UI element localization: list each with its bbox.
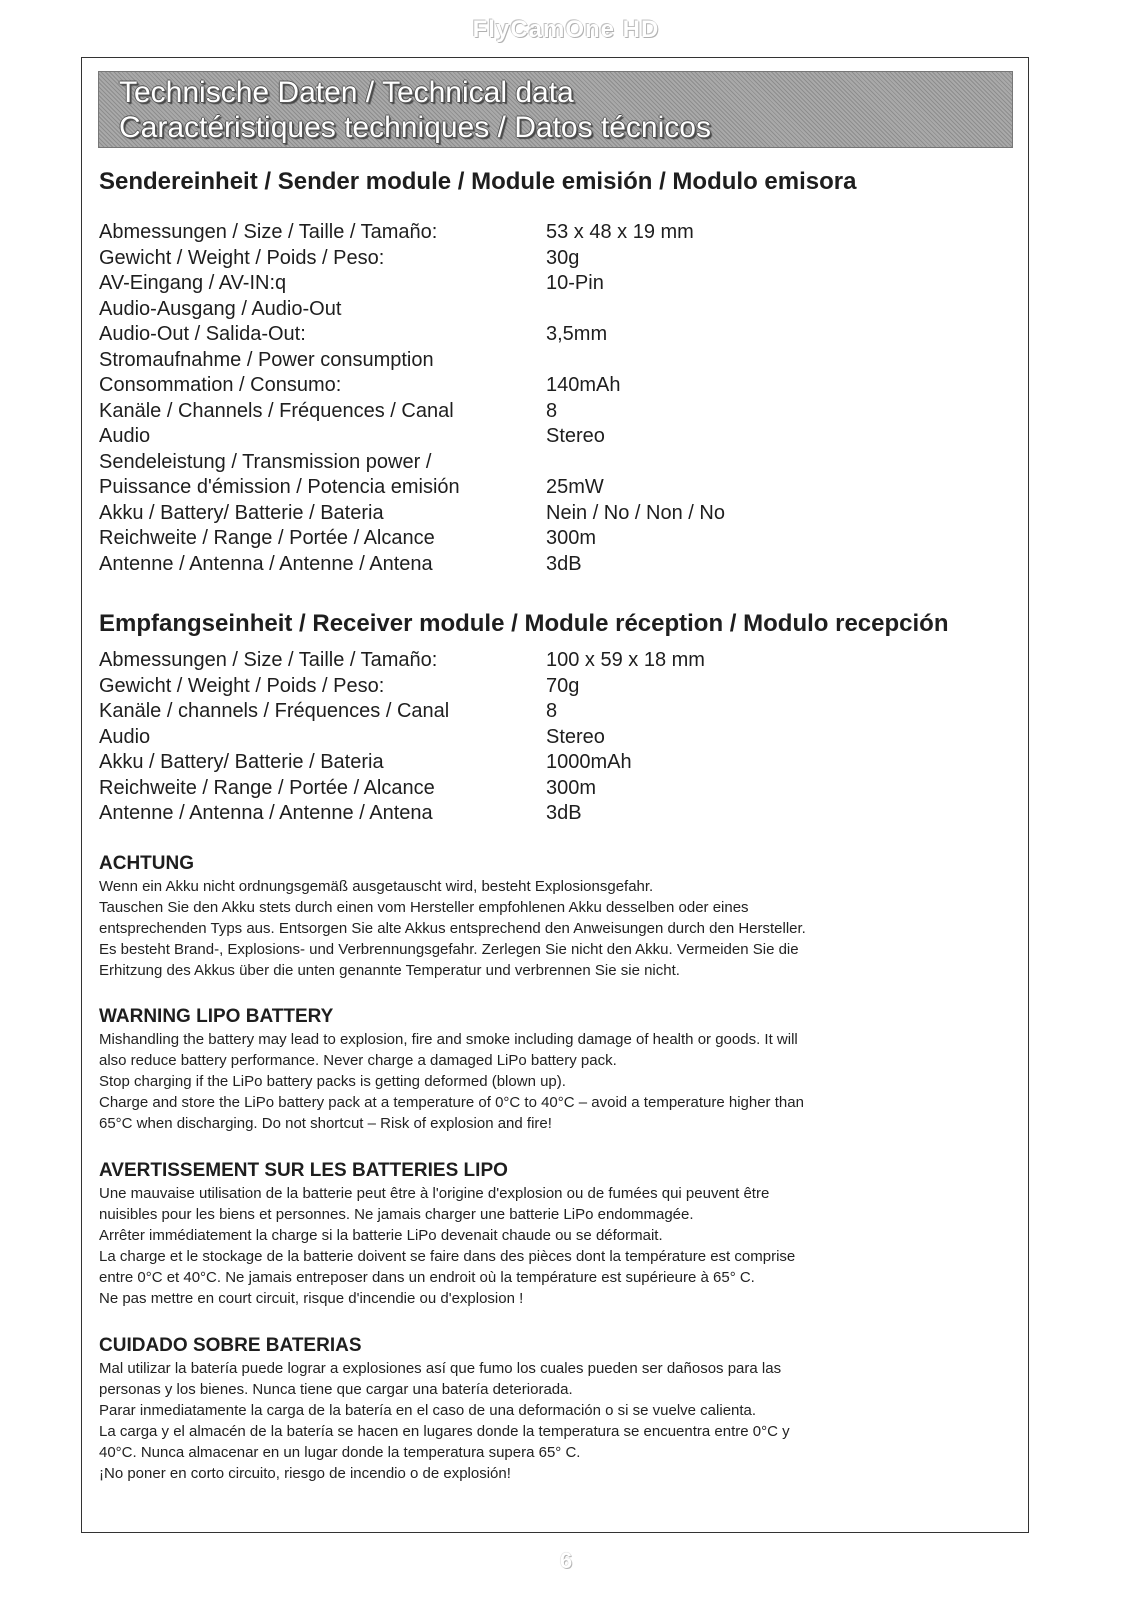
spec-label: Stromaufnahme / Power consumption (99, 348, 434, 371)
spec-row (99, 725, 899, 751)
warning-line: also reduce battery performance. Never charge a damaged LiPo battery pack. (99, 1052, 617, 1069)
warning-achtung (99, 852, 999, 981)
warning-line: Arrêter immédiatement la charge si la batterie LiPo devenait chaude ou se déformait. (99, 1227, 663, 1244)
spec-label: Audio-Ausgang / Audio-Out (99, 297, 342, 320)
warning-lipo-spanish (99, 1334, 999, 1484)
spec-value: 3,5mm (546, 323, 608, 345)
spec-label: Consommation / Consumo: (99, 374, 342, 396)
banner-title-line-1: Technische Daten / Technical data (119, 76, 574, 109)
warning-line: La carga y el almacén de la batería se hacen en lugares donde la temperatura se encuentra entre 0°C y (99, 1423, 790, 1440)
spec-label: Sendeleistung / Transmission power / (99, 450, 432, 473)
spec-row (99, 801, 899, 827)
spec-value: 300m (546, 776, 597, 799)
spec-row (99, 373, 899, 399)
spec-label: Kanäle / channels / Fréquences / Canal (99, 700, 450, 722)
title-banner (98, 71, 1013, 148)
warning-line: Mal utilizar la batería puede lograr a explosiones así que fumo los cuales pueden ser dañosos para las (99, 1360, 782, 1377)
sender-spec-table (99, 220, 899, 577)
spec-label: Audio-Out / Salida-Out: (99, 323, 306, 345)
spec-value: 3dB (546, 552, 582, 575)
spec-row (99, 501, 899, 527)
warning-heading: CUIDADO SOBRE BATERIAS (99, 1335, 362, 1356)
spec-label: Akku / Battery/ Batterie / Bateria (99, 751, 384, 773)
spec-row (99, 322, 899, 348)
spec-row (99, 348, 899, 374)
warning-body (99, 1183, 999, 1309)
warning-line: 65°C when discharging. Do not shortcut – Risk of explosion and fire! (99, 1115, 552, 1132)
spec-label: AV-Eingang / AV-IN:q (99, 272, 287, 294)
warning-line: Mishandling the battery may lead to explosion, fire and smoke including damage of health or goods. It will (99, 1031, 798, 1048)
warning-line: Parar inmediatamente la carga de la batería en el caso de una deformación o si se vuelve calienta. (99, 1402, 757, 1419)
spec-row (99, 450, 899, 476)
warning-line: Charge and store the LiPo battery pack at a temperature of 0°C to 40°C – avoid a temperature higher than (99, 1094, 804, 1111)
spec-row (99, 552, 899, 578)
spec-row (99, 475, 899, 501)
spec-value: 10-Pin (546, 272, 604, 294)
warning-lipo-french (99, 1159, 999, 1309)
brand-header: FlyCamOne HD (472, 16, 660, 43)
receiver-section-title: Empfangseinheit / Receiver module / Module réception / Modulo recepción (99, 610, 949, 637)
spec-label: Akku / Battery/ Batterie / Bateria (99, 501, 384, 524)
warning-line: 40°C. Nunca almacenar en un lugar donde la temperatura supera 65° C. (99, 1444, 581, 1461)
spec-row (99, 776, 899, 802)
warning-line: Tauschen Sie den Akku stets durch einen vom Hersteller empfohlenen Akku desselben oder eines (99, 899, 749, 916)
spec-label: Kanäle / Channels / Fréquences / Canal (99, 399, 454, 422)
spec-label: Audio (99, 725, 151, 748)
sender-section-title: Sendereinheit / Sender module / Module emisión / Modulo emisora (99, 168, 857, 195)
spec-row (99, 220, 899, 246)
warning-line: La charge et le stockage de la batterie doivent se faire dans des pièces dont la température est comprise (99, 1248, 796, 1265)
spec-value: 53 x 48 x 19 mm (546, 221, 694, 243)
warning-heading: WARNING LIPO BATTERY (99, 1006, 334, 1027)
spec-value: 140mAh (546, 374, 621, 396)
spec-row (99, 648, 899, 674)
warning-body (99, 876, 999, 981)
spec-row (99, 750, 899, 776)
warning-body (99, 1358, 999, 1484)
spec-label: Abmessungen / Size / Taille / Tamaño: (99, 649, 438, 671)
warning-line: personas y los bienes. Nunca tiene que cargar una batería deteriorada. (99, 1381, 573, 1398)
spec-value: 30g (546, 246, 580, 269)
spec-label: Puissance d'émission / Potencia emisión (99, 476, 460, 498)
spec-value: Stereo (546, 425, 605, 447)
spec-label: Antenne / Antenna / Antenne / Antena (99, 802, 433, 824)
spec-value: Nein / No / Non / No (546, 501, 725, 524)
spec-value: 300m (546, 527, 597, 549)
banner-title-line-2: Caractéristiques techniques / Datos técnicos (119, 111, 711, 144)
spec-row (99, 246, 899, 272)
spec-label: Reichweite / Range / Portée / Alcance (99, 527, 435, 549)
warning-heading: AVERTISSEMENT SUR LES BATTERIES LIPO (99, 1160, 508, 1181)
spec-label: Abmessungen / Size / Taille / Tamaño: (99, 221, 438, 243)
spec-value: 100 x 59 x 18 mm (546, 649, 705, 671)
warning-line: Erhitzung des Akkus über die unten genannte Temperatur und verbrennen Sie sie nicht. (99, 962, 680, 979)
spec-label: Audio (99, 425, 151, 447)
warning-line: Wenn ein Akku nicht ordnungsgemäß ausgetauscht wird, besteht Explosionsgefahr. (99, 878, 654, 895)
spec-value: 1000mAh (546, 751, 632, 773)
spec-label: Antenne / Antenna / Antenne / Antena (99, 552, 433, 575)
warning-line: nuisibles pour les biens et personnes. Ne jamais charger une batterie LiPo endommagée. (99, 1206, 694, 1223)
spec-row (99, 271, 899, 297)
spec-row (99, 399, 899, 425)
warning-heading: ACHTUNG (99, 853, 194, 874)
spec-label: Gewicht / Weight / Poids / Peso: (99, 246, 385, 269)
receiver-spec-table (99, 648, 899, 827)
spec-label: Reichweite / Range / Portée / Alcance (99, 776, 435, 799)
spec-value: 70g (546, 674, 580, 697)
spec-row (99, 674, 899, 700)
warning-line: entre 0°C et 40°C. Ne jamais entreposer dans un endroit où la température est supérieure à 65° C. (99, 1269, 755, 1286)
spec-row (99, 424, 899, 450)
warning-body (99, 1029, 999, 1134)
spec-row (99, 526, 899, 552)
spec-value: 8 (546, 399, 558, 422)
warning-line: entsprechenden Typs aus. Entsorgen Sie alte Akkus entsprechend den Anweisungen durch den Hersteller. (99, 920, 806, 937)
spec-value: Stereo (546, 725, 605, 748)
spec-value: 3dB (546, 802, 582, 824)
spec-row (99, 699, 899, 725)
page-number: 6 (559, 1548, 573, 1573)
warning-line: Ne pas mettre en court circuit, risque d'incendie ou d'explosion ! (99, 1290, 524, 1307)
spec-row (99, 297, 899, 323)
warning-line: Stop charging if the LiPo battery packs is getting deformed (blown up). (99, 1073, 566, 1090)
warning-line: Es besteht Brand-, Explosions- und Verbrennungsgefahr. Zerlegen Sie nicht den Akku. Vermeiden Sie die (99, 941, 799, 958)
warning-lipo-english (99, 1005, 999, 1134)
warning-line: Une mauvaise utilisation de la batterie peut être à l'origine d'explosion ou de fumées qui peuvent être (99, 1185, 770, 1202)
spec-label: Gewicht / Weight / Poids / Peso: (99, 674, 385, 697)
spec-value: 8 (546, 700, 558, 722)
warning-line: ¡No poner en corto circuito, riesgo de incendio o de explosión! (99, 1465, 511, 1482)
spec-value: 25mW (546, 476, 604, 498)
